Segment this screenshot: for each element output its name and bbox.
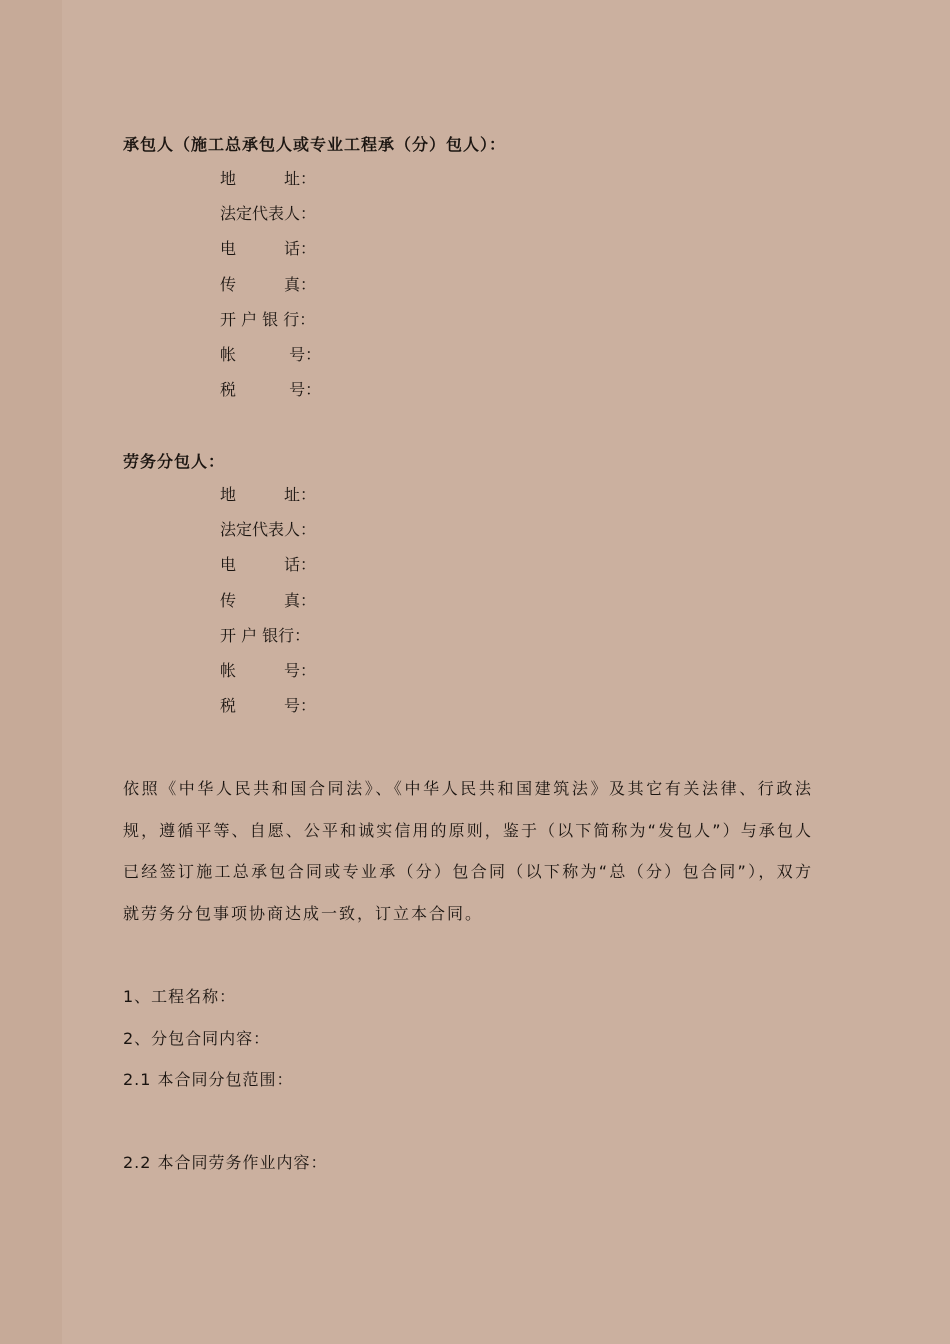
labor-address-label: 地 址： (220, 485, 317, 504)
contract-preamble: 依照《中华人民共和国合同法》、《中华人民共和国建筑法》及其它有关法律、行政法规，遵循平等、自愿、公平和诚实信用的原则，鉴于（以下简称为“发包人”）与承包人已经签订施工总承包合同或专业承（分）包合同（以下称为“总（分）包合同”），双方就劳务分包事项协商达成一致，订立本合同。 (123, 779, 813, 923)
labor-account-label: 帐 号： (220, 660, 317, 680)
scope-item: 2.1 本合同分包范围： (123, 1070, 294, 1089)
project-name-item: 1、工程名称： (123, 987, 237, 1006)
labor-phone-label: 电 话： (220, 555, 317, 575)
labor-fax-label: 传 真： (220, 590, 317, 610)
contractor-legal-rep-label: 法定代表人： (220, 204, 317, 224)
contractor-tax-id-label: 税 号： (220, 380, 322, 400)
labor-subcontractor-fields (220, 477, 420, 723)
page-margin-strip (0, 0, 62, 1344)
contractor-heading: 承包人（施工总承包人或专业工程承（分）包人）： (123, 135, 507, 154)
labor-content-item: 2.2 本合同劳务作业内容： (123, 1153, 328, 1172)
labor-bank-label: 开 户 银行： (220, 625, 311, 645)
labor-subcontractor-heading: 劳务分包人： (123, 452, 226, 471)
labor-tax-id-label: 税 号： (220, 696, 317, 716)
contractor-account-label: 帐 号： (220, 344, 322, 364)
contractor-fax-label: 传 真： (220, 274, 317, 294)
contractor-phone-label: 电 话： (220, 239, 317, 259)
contractor-address-label: 地 址： (220, 169, 317, 188)
contract-content-item: 2、分包合同内容： (123, 1029, 271, 1048)
labor-legal-rep-label: 法定代表人： (220, 520, 317, 540)
contractor-bank-label: 开 户 银 行： (220, 309, 316, 329)
contractor-fields (220, 161, 420, 407)
